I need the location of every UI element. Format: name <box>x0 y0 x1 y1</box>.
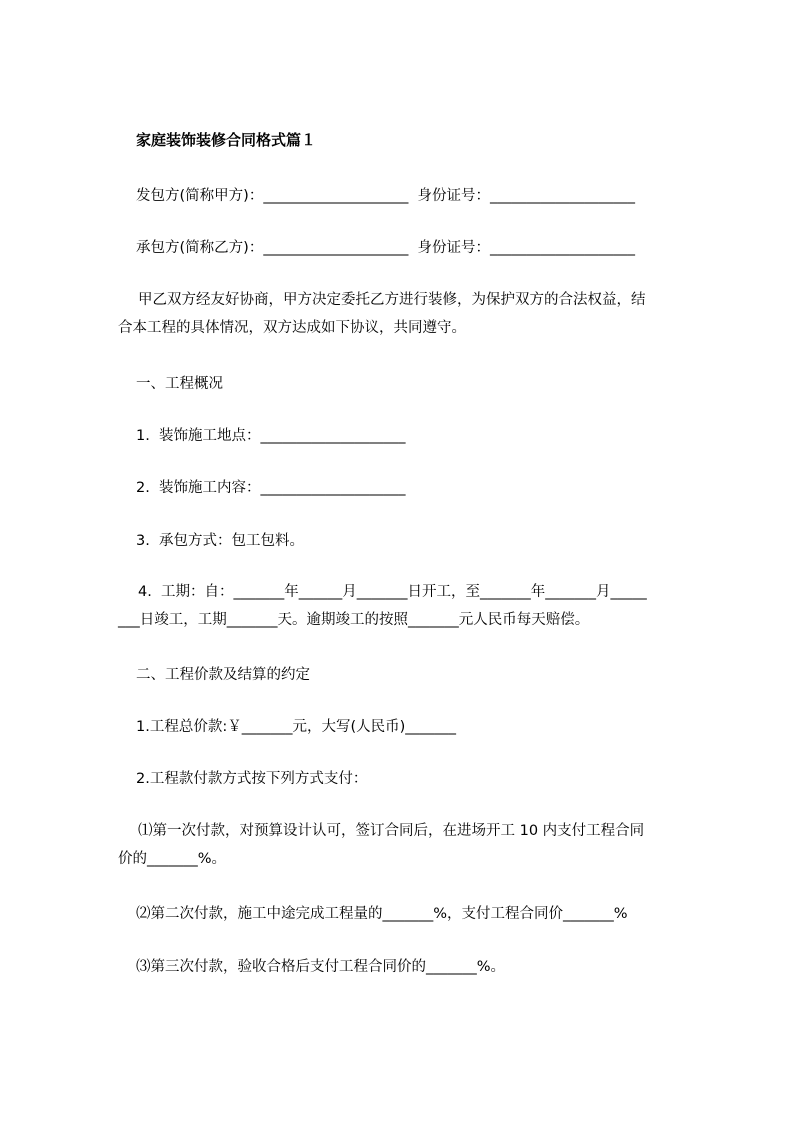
section-1-item-2: 2. 装饰施工内容：____________________ <box>136 480 406 496</box>
section-2-heading: 二、工程价款及结算的约定 <box>136 667 310 683</box>
payment-1 <box>118 817 703 873</box>
section-1-item-3: 3. 承包方式：包工包料。 <box>136 533 305 549</box>
payment-3: ⑶第三次付款，验收合格后支付工程合同价的_______%。 <box>136 959 506 975</box>
section-1-item-4-line-2: ___日竣工，工期_______天。逾期竣工的按照_______元人民币每天赔偿。 <box>118 612 590 628</box>
intro-paragraph <box>118 286 703 342</box>
party-b-line: 承包方(简称乙方)：____________________ 身份证号：____________________ <box>136 240 636 256</box>
intro-line-2: 合本工程的具体情况，双方达成如下协议，共同遵守。 <box>118 320 466 336</box>
section-1-heading: 一、工程概况 <box>136 376 223 392</box>
payment-1-line-1: ⑴第一次付款，对预算设计认可，签订合同后，在进场开工 10 内支付工程合同 <box>138 823 645 839</box>
intro-line-1: 甲乙双方经友好协商，甲方决定委托乙方进行装修，为保护双方的合法权益，结 <box>138 292 646 308</box>
payment-1-line-2: 价的_______%。 <box>118 851 227 867</box>
party-a-line: 发包方(简称甲方)：____________________ 身份证号：____________________ <box>136 188 636 204</box>
section-1-item-4-line-1: 4. 工期：自：_______年______月_______日开工，至_______年_______月_____ <box>138 584 647 600</box>
document-title: 家庭装饰装修合同格式篇１ <box>136 131 317 149</box>
section-2-item-2: 2.工程款付款方式按下列方式支付： <box>136 771 368 787</box>
section-2-item-1: 1.工程总价款:￥_______元，大写(人民币)_______ <box>136 719 457 735</box>
section-1-item-4 <box>118 578 703 634</box>
section-1-item-1: 1. 装饰施工地点：____________________ <box>136 428 406 444</box>
payment-2: ⑵第二次付款，施工中途完成工程量的_______%，支付工程合同价_______% <box>136 906 628 922</box>
